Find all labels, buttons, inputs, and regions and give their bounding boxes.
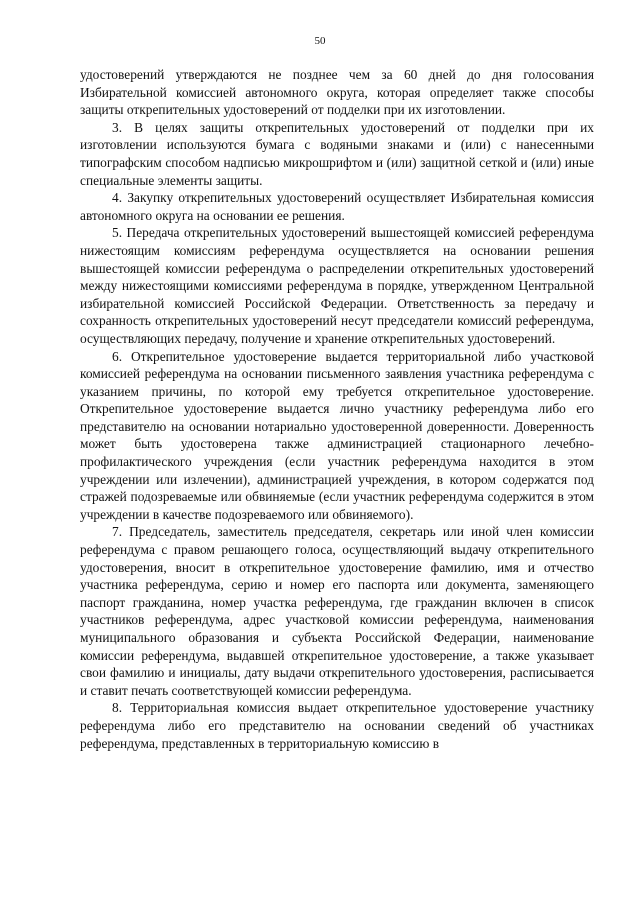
paragraph-3: 3. В целях защиты открепительных удостоверений от подделки при их изготовлении используются бумага с водяными знаками и (или) с нанесенными типографским способом надписью микрошрифтом и (или) защитной сеткой и (или) иные специальные элементы защиты.: [80, 119, 594, 188]
paragraph-continuation: удостоверений утверждаются не позднее чем за 60 дней до дня голосования Избирательной комиссией автономного округа, которая определяет также способы защиты открепительных удостоверений от подделки при их изготовлении.: [80, 67, 594, 118]
body-text: [80, 66, 594, 752]
page-number: 50: [314, 35, 326, 47]
paragraph-5: 5. Передача открепительных удостоверений вышестоящей комиссией референдума нижестоящим комиссиям референдума осуществляется на основании решения вышестоящей комиссии референдума о распределении открепительных удостоверений между нижестоящими комиссиями референдума в порядке, утвержденном Центральной избирательной комиссией Российской Федерации. Ответственность за передачу и сохранность открепительных удостоверений несут председатели комиссий референдума, осуществляющих передачу, получение и хранение открепительных удостоверений.: [80, 225, 594, 346]
paragraph-7: 7. Председатель, заместитель председателя, секретарь или иной член комиссии референдума с правом решающего голоса, осуществляющий выдачу открепительного удостоверения, вносит в открепительное удостоверение фамилию, имя и отчество участника референдума, серию и номер его паспорта или документа, заменяющего паспорт гражданина, номер участка референдума, где гражданин включен в список участников референдума, адрес участковой комиссии референдума, наименования муниципального образования и субъекта Российской Федерации, наименование комиссии референдума, выдавшей открепительное удостоверение, а также указывает свои фамилию и инициалы, дату выдачи открепительного удостоверения, расписывается и ставит печать соответствующей комиссии референдума.: [80, 524, 594, 698]
paragraph-8: 8. Территориальная комиссия выдает открепительное удостоверение участнику референдума либо его представителю на основании сведений об участниках референдума, представленных в территориальную комиссию в: [80, 700, 594, 751]
paragraph-4: 4. Закупку открепительных удостоверений осуществляет Избирательная комиссия автономного округа на основании ее решения.: [80, 190, 594, 223]
paragraph-6: 6. Открепительное удостоверение выдается территориальной либо участковой комиссией референдума на основании письменного заявления участника референдума с указанием причины, по которой ему требуется открепительное удостоверение. Открепительное удостоверение выдается лично участнику референдума либо его представителю на основании нотариально удостоверенной доверенности. Доверенность может быть удостоверена также администрацией стационарного лечебно-профилактического учреждения (если участник референдума находится в этом учреждении или излечении), администрацией учреждения, в котором содержатся под стражей подозреваемые или обвиняемые (если участник референдума содержится в этом учреждении в качестве подозреваемого или обвиняемого).: [80, 348, 594, 522]
